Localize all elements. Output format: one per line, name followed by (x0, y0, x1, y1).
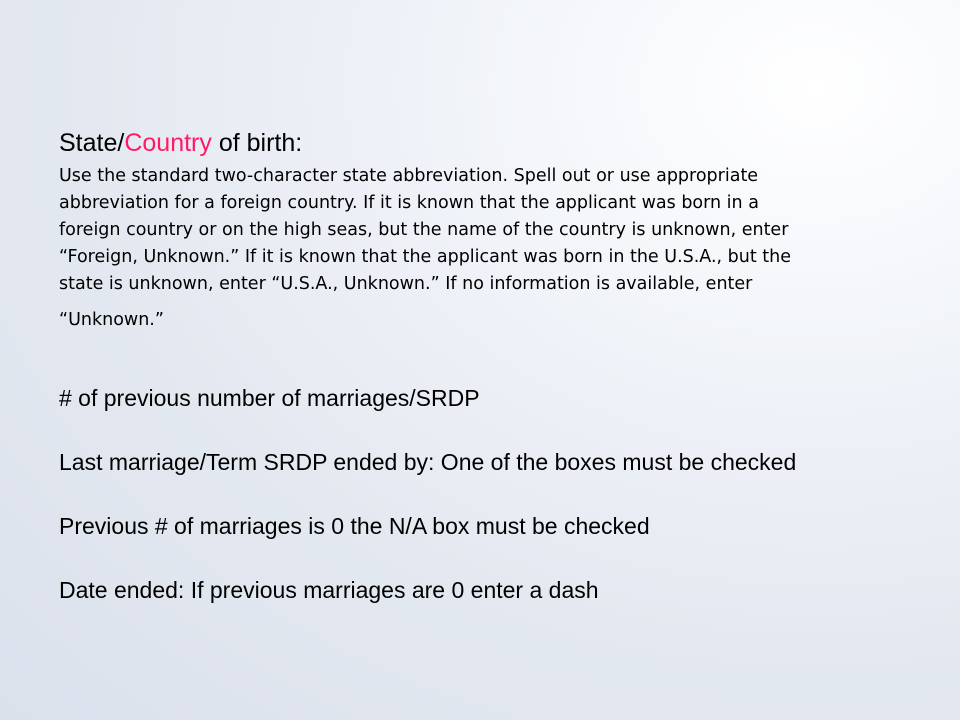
heading-state-country-of-birth (59, 126, 302, 160)
instructions-line: Use the standard two-character state abbreviation. Spell out or use appropriate (59, 166, 759, 186)
heading-part-of-birth: of birth: (211, 129, 303, 157)
item-na-box-rule: Previous # of marriages is 0 the N/A box must be checked (59, 513, 650, 539)
heading-part-state: State/ (59, 129, 125, 157)
instructions-line: abbreviation for a foreign country. If it is known that the applicant was born in a (59, 193, 759, 213)
item-date-ended: Date ended: If previous marriages are 0 enter a dash (59, 577, 599, 603)
item-last-marriage-ended-by: Last marriage/Term SRDP ended by: One of the boxes must be checked (59, 449, 797, 475)
instructions-line: state is unknown, enter “U.S.A., Unknown.” If no information is available, enter (59, 274, 753, 294)
instructions-line: foreign country or on the high seas, but the name of the country is unknown, enter (59, 220, 789, 240)
instructions-line: “Foreign, Unknown.” If it is known that the applicant was born in the U.S.A., but the (59, 247, 792, 267)
item-previous-marriages: # of previous number of marriages/SRDP (59, 385, 480, 411)
instructions-paragraph (59, 163, 959, 334)
heading-accent-country: Country (124, 129, 212, 157)
instructions-line: “Unknown.” (59, 310, 164, 330)
